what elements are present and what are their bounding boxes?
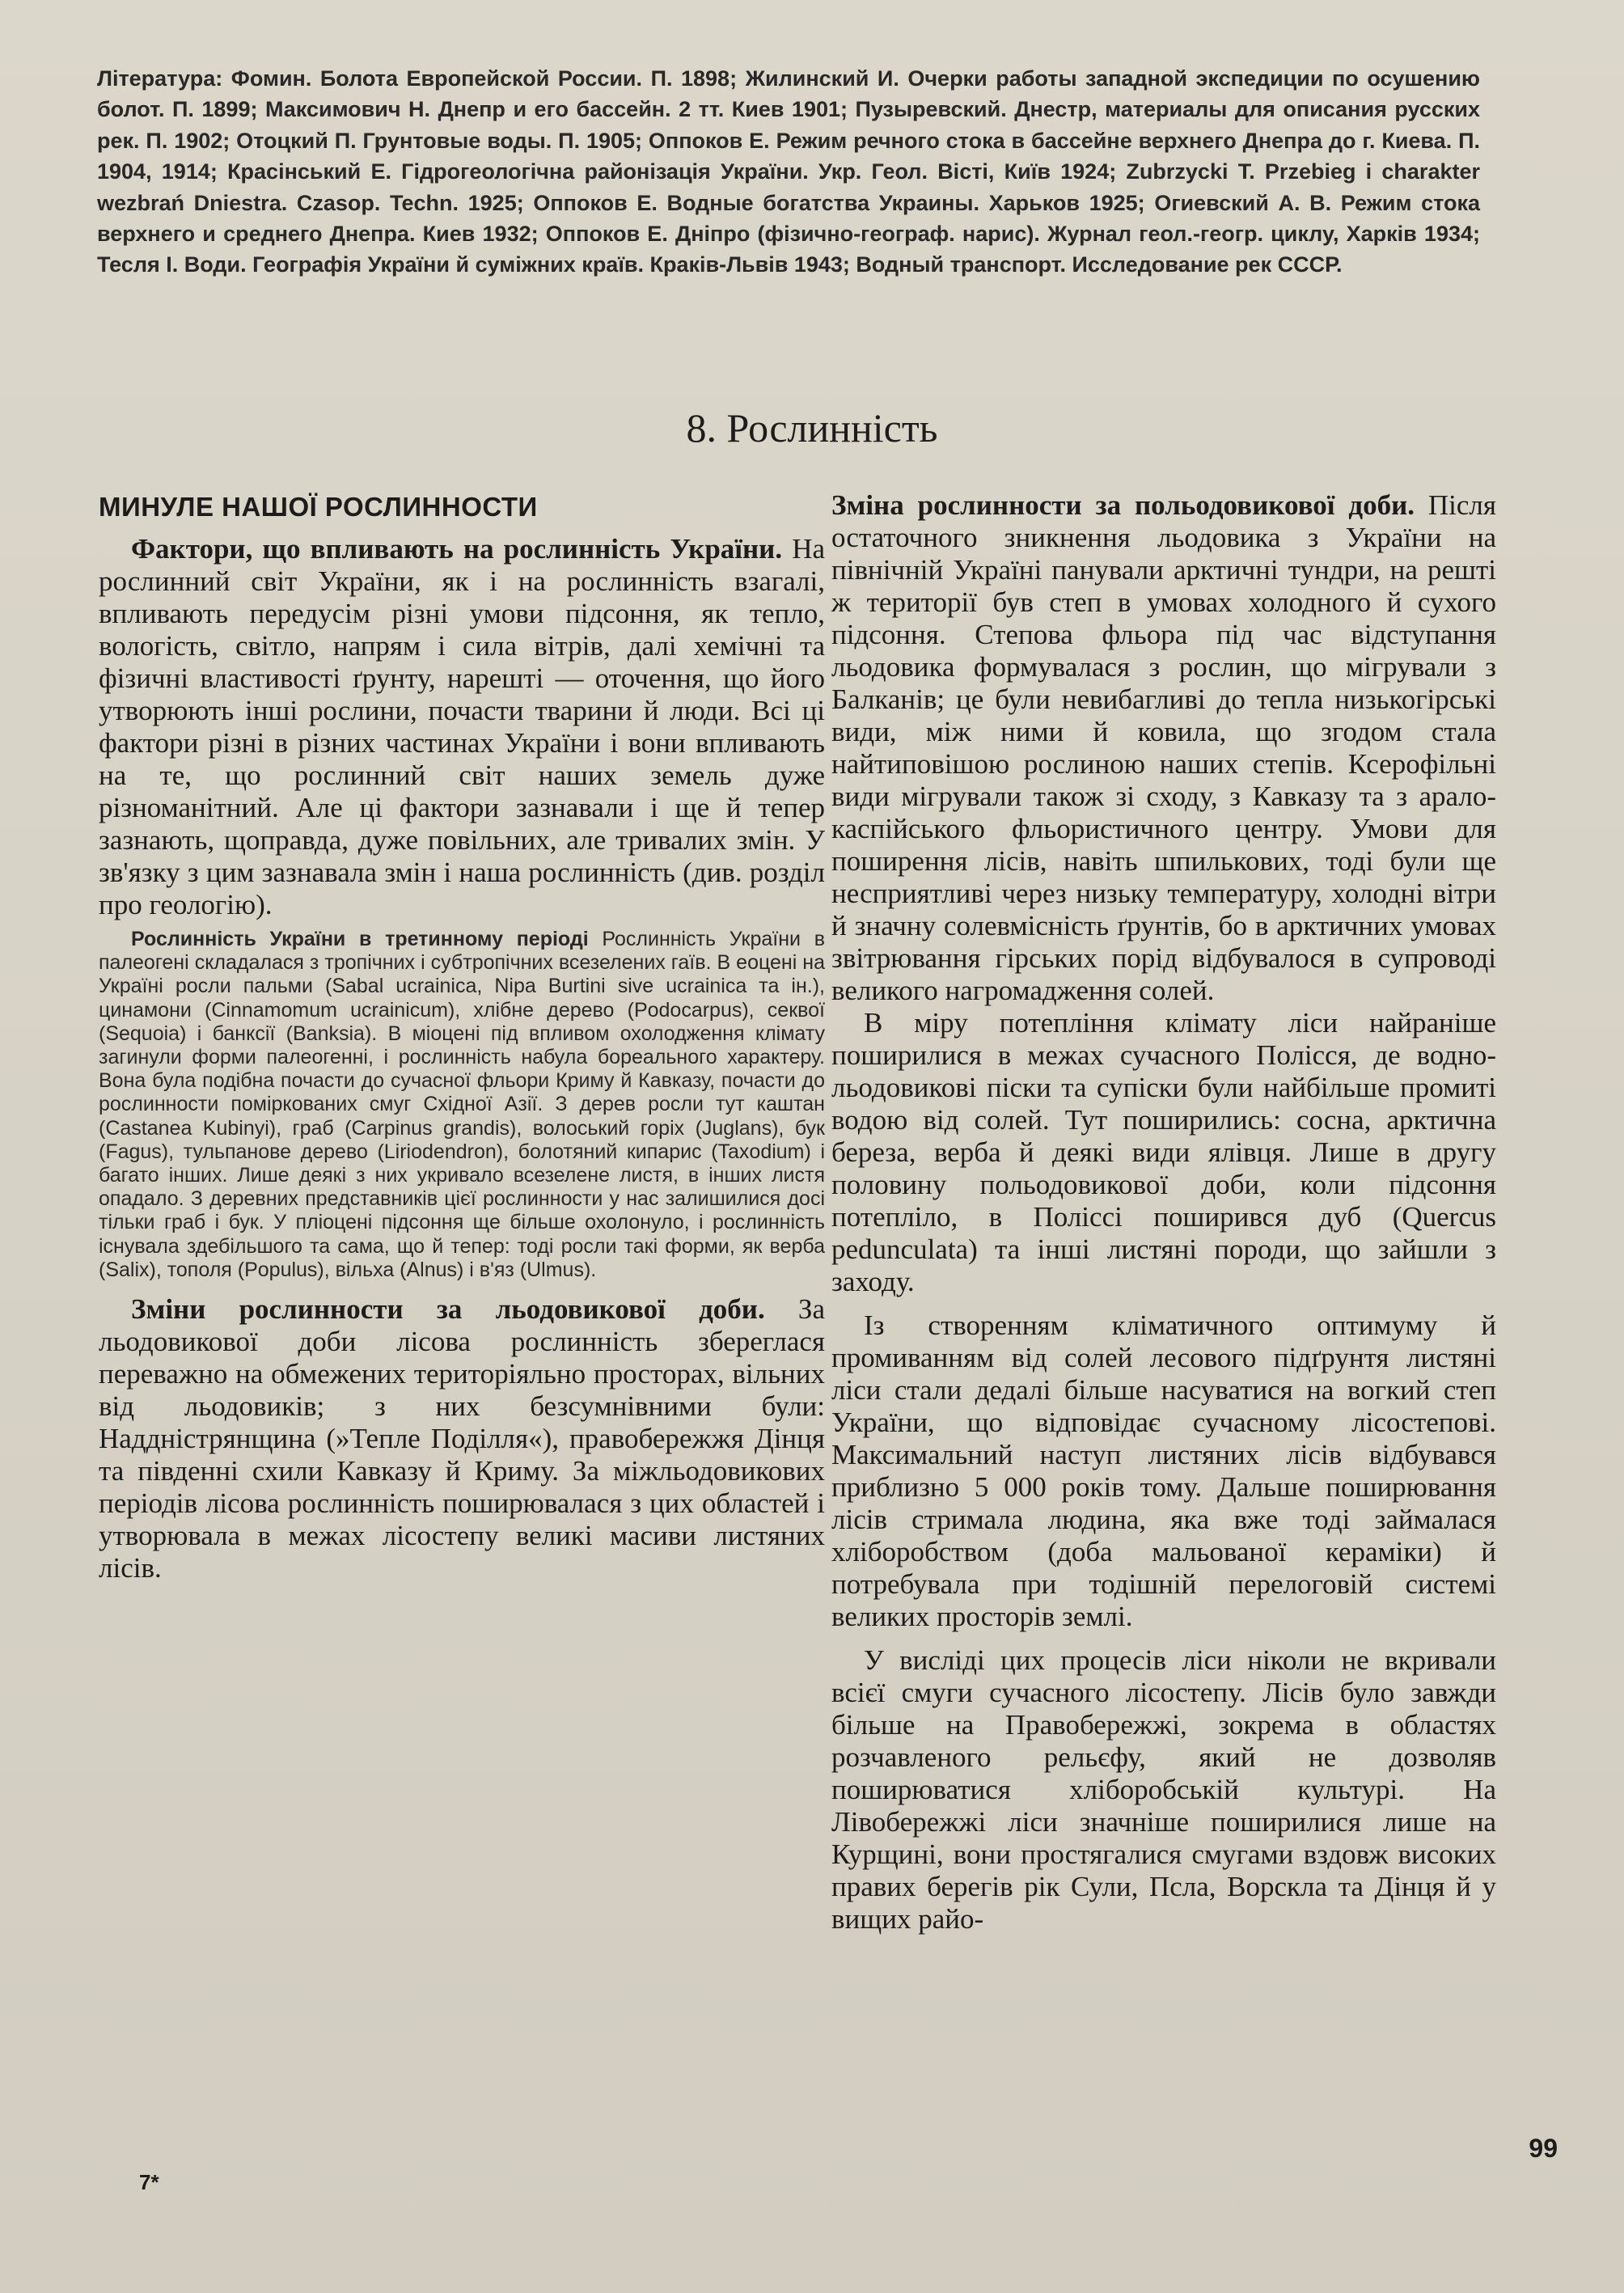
- paragraph-lead: Зміни рослинности за льодовикової доби.: [131, 1293, 765, 1326]
- left-column: [99, 489, 825, 1584]
- printer-signature: 7*: [139, 2170, 159, 2194]
- paragraph-lead: Зміна рослинности за польодовикової доби.: [831, 489, 1415, 521]
- paragraph-lead: Фактори, що впливають на рослинність України.: [131, 533, 783, 565]
- paragraph: В міру потепління клімату ліси найраніше поширилися в межах сучасного Полісся, де водно-льодовикові піски та супіски були найбільше промиті водою від солей. Тут поширились: сосна, арктична береза, верба й деякі види ялівця. Лише в другу половину польодовикової доби, коли підсоння потепліло, в Поліссі поширився дуб (Quercus pedunculata) та інші листяні породи, що зайшли з заходу.: [831, 1007, 1496, 1297]
- section-heading: МИНУЛЕ НАШОЇ РОСЛИННОСТИ: [99, 492, 538, 522]
- paragraph-small: [99, 928, 825, 1282]
- paragraph: У висліді цих процесів ліси ніколи не вкривали всієї смуги сучасного лісостепу. Лісів було завжди більше на Правобережжі, зокрема в областях розчавленого рельєфу, який не дозволяв поширюватися хліборобській культурі. На Лівобережжі ліси значніше поширилися лише на Курщині, вони простягалися смугами вздовж високих правих берегів рік Сули, Псла, Ворскла та Дінця й у вищих райо-: [831, 1644, 1496, 1935]
- paragraph: [99, 533, 825, 921]
- paragraph: [99, 1293, 825, 1584]
- paragraph-lead: Рослинність України в третинному періоді: [131, 928, 589, 950]
- paragraph-text: За льодовикової доби лісова рослинність збереглася переважно на обмежених територіяльно просторах, вільних від льодовиків; з них безсумнівними були: Наддністрянщина (»Тепле Поділля«), правобережжя Дінця та південні схили Кавказу й Криму. За міжльодовикових періодів лісова рослинність поширювалася з цих областей і утворювала в межах лісостепу великі масиви листяних лісів.: [99, 1293, 825, 1584]
- paragraph: [831, 489, 1496, 1007]
- page-number: 99: [1529, 2134, 1558, 2163]
- literature-block: Література: Фомин. Болота Европейской России. П. 1898; Жилинский И. Очерки работы западной экспедиции по осушению болот. П. 1899; Максимович Н. Днепр и его бассейн. 2 тт. Киев 1901; Пузыревский. Днестр, материалы для описания русских рек. П. 1902; Отоцкий П. Грунтовые воды. П. 1905; Оппоков Е. Режим речного стока в бассейне верхнего Днепра до г. Киева. П. 1904, 1914; Красінський Е. Гідрогеологічна районізація України. Укр. Геол. Вісті, Київ 1924; Zubrzycki T. Przebieg i charakter wezbrań Dniestra. Czasop. Techn. 1925; Оппоков Е. Водные богатства Украины. Харьков 1925; Огиевский А. В. Режим стока верхнего и среднего Днепра. Киев 1932; Оппоков Е. Дніпро (фізично-географ. нарис). Журнал геол.-геогр. циклу, Харків 1934; Тесля І. Води. Географія України й суміжних країв. Краків-Львів 1943; Водный транспорт. Исследование рек СССР.: [97, 66, 1480, 277]
- paragraph-text: Рослинність України в палеогені складалася з тропічних і субтропічних всезелених гаїв. В еоцені на Україні росли пальми (Sabal ucrainica, Nipa Burtini sive ucrainica та ін.), цинамони (Cinnamomum ucrainicum), хлібне дерево (Podocarpus), секвої (Sequoia) і банксії (Banksia). В міоцені під впливом охолодження клімату загинули форми палеогенні, і рослинність набула бореального характеру. Вона була подібна почасти до сучасної фльори Криму й Кавказу, почасти до рослинности поміркованих смуг Східної Азії. З дерев росли тут каштан (Castanea Kubinyi), граб (Carpinus grandis), волоський горіх (Juglans), бук (Fagus), тульпанове дерево (Liriodendron), болотяний кипарис (Taxodium) і багато інших. Лише деякі з них укривало всезелене листя, в інших листя опадало. З деревних представників цієї рослинности у нас залишилися досі тільки граб і бук. У пліоцені підсоння ще більше охолонуло, і рослинність існувала здебільшого та сама, що й тепер: тоді росли такі форми, як верба (Salix), тополя (Populus), вільха (Alnus) і в'яз (Ulmus).: [99, 928, 826, 1281]
- chapter-title: 8. Рослинність: [686, 405, 938, 451]
- paragraph-text: На рослинний світ України, як і на рослинність взагалі, впливають передусім різні умови підсоння, як тепло, вологість, світло, напрям і сила вітрів, далі хемічні та фізичні властивості ґрунту, нарешті — оточення, що його утворюють інші рослини, почасти тварини й люди. Всі ці фактори різні в різних частинах України і вони впливають на те, що рослинний світ наших земель дуже різноманітний. Але ці фактори зазнавали і ще й тепер зазнають, щоправда, дуже повільних, але тривалих змін. У зв'язку з цим зазнавала змін і наша рослинність (див. розділ про геологію).: [99, 533, 826, 920]
- right-column: [831, 489, 1496, 1936]
- paragraph-text: Після остаточного зникнення льодовика з України на північній Україні панували арктичні тундри, на решті ж території був степ в умовах холодного й сухого підсоння. Степова фльора під час відступання льодовика формувалася з рослин, що мігрували з Балканів; це були невибагливі до тепла низькогірські види, між ними й ковила, що згодом стала найтиповішою рослиною наших степів. Ксерофільні види мігрували також зі сходу, з Кавказу та з арало-каспійського фльористичного центру. Умови для поширення лісів, навіть шпилькових, тоді були ще несприятливі через низьку температуру, холодні вітри й значну солевмісність ґрунтів, бо в арктичних умовах звітрювання гірських порід відбувалося в супроводі великого нагромадження солей.: [831, 489, 1496, 1006]
- paragraph: Із створенням кліматичного оптимуму й промиванням від солей лесового підґрунтя листяні ліси стали дедалі більше насуватися на вогкий степ України, що відповідає сучасному лісостепові. Максимальний наступ листяних лісів відбувався приблизно 5 000 років тому. Дальше поширювання лісів стримала людина, яка вже тоді займалася хліборобством (доба мальованої кераміки) й потребувала при тодішній перелоговій системі великих просторів землі.: [831, 1309, 1496, 1632]
